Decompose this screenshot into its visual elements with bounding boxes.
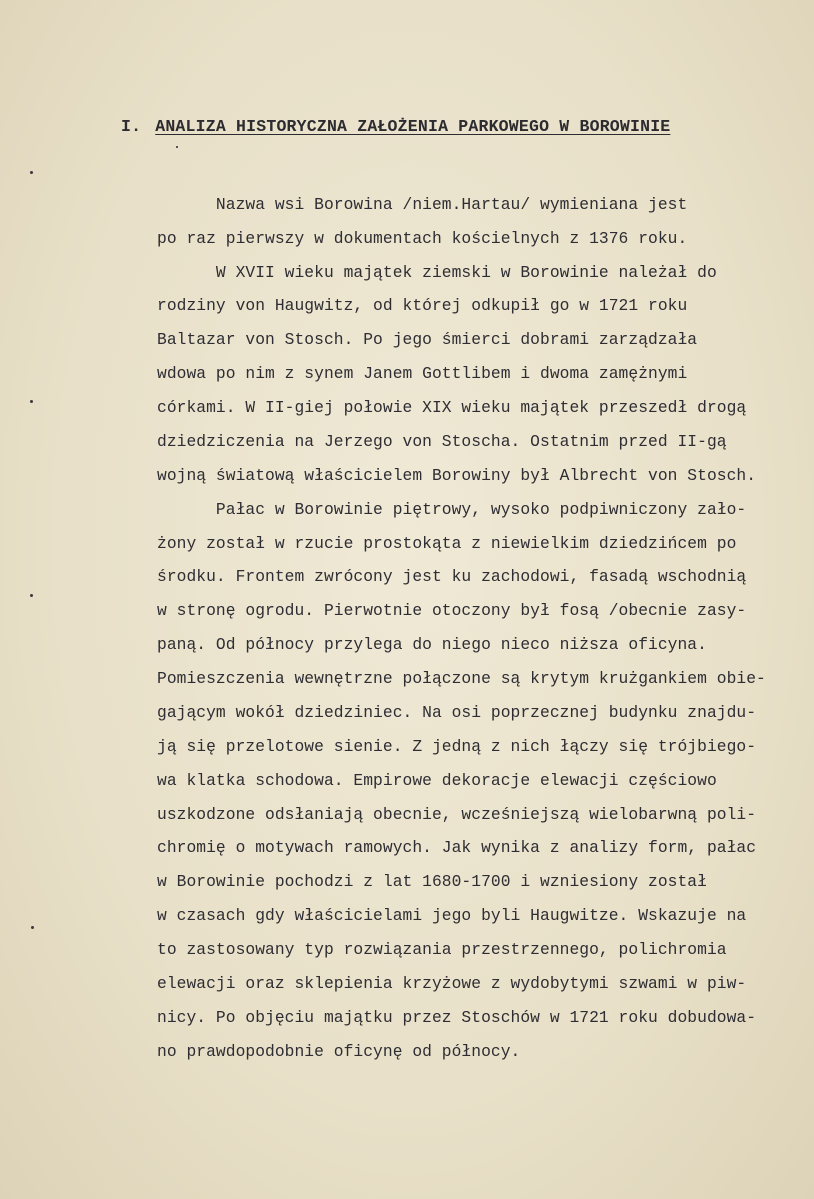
text-line: gającym wokół dziedziniec. Na osi poprzecznej budynku znajdu- (157, 703, 757, 722)
text-line: uszkodzone odsłaniają obecnie, wcześniejszą wielobarwną poli- (157, 805, 757, 824)
text-line: paną. Od północy przylega do niego nieco niższa oficyna. (157, 635, 707, 654)
binding-hole-mark (30, 594, 33, 597)
text-line: chromię o motywach ramowych. Jak wynika z analizy form, pałac (157, 838, 757, 857)
text-line: ją się przelotowe sienie. Z jedną z nich łączy się trójbiego- (157, 737, 757, 756)
text-line: w Borowinie pochodzi z lat 1680-1700 i wzniesiony został (157, 872, 707, 891)
text-line: Pomieszczenia wewnętrzne połączone są krytym krużgankiem obie- (157, 669, 766, 688)
section-title: ANALIZA HISTORYCZNA ZAŁOŻENIA PARKOWEGO W BOROWINIE (155, 117, 671, 136)
text-line: córkami. W II-giej połowie XIX wieku majątek przeszedł drogą (157, 398, 747, 417)
text-line: rodziny von Haugwitz, od której odkupił go w 1721 roku (157, 296, 688, 315)
text-line: W XVII wieku majątek ziemski w Borowinie należał do (157, 263, 717, 282)
text-line: wa klatka schodowa. Empirowe dekoracje elewacji częściowo (157, 771, 717, 790)
binding-hole-mark (30, 171, 33, 174)
text-line: Baltazar von Stosch. Po jego śmierci dobrami zarządzała (157, 330, 698, 349)
section-heading (121, 117, 670, 136)
text-line: nicy. Po objęciu majątku przez Stoschów w 1721 roku dobudowa- (157, 1008, 757, 1027)
text-line: Pałac w Borowinie piętrowy, wysoko podpiwniczony zało- (157, 500, 747, 519)
binding-hole-mark (30, 400, 33, 403)
text-line: w czasach gdy właścicielami jego byli Haugwitze. Wskazuje na (157, 906, 747, 925)
text-line: w stronę ogrodu. Pierwotnie otoczony był fosą /obecnie zasy- (157, 601, 747, 620)
text-line: wojną światową właścicielem Borowiny był Albrecht von Stosch. (157, 466, 757, 485)
text-line: dziedziczenia na Jerzego von Stoscha. Ostatnim przed II-gą (157, 432, 727, 451)
text-line: elewacji oraz sklepienia krzyżowe z wydobytymi szwami w piw- (157, 974, 747, 993)
text-line: Nazwa wsi Borowina /niem.Hartau/ wymieniana jest (157, 195, 688, 214)
binding-hole-mark (31, 926, 34, 929)
text-line: żony został w rzucie prostokąta z niewielkim dziedzińcem po (157, 534, 737, 553)
section-number: I. (121, 117, 142, 136)
text-line: po raz pierwszy w dokumentach kościelnych z 1376 roku. (157, 229, 688, 248)
text-line: to zastosowany typ rozwiązania przestrzennego, polichromia (157, 940, 727, 959)
text-line: wdowa po nim z synem Janem Gottlibem i dwoma zamężnymi (157, 364, 688, 383)
text-line: środku. Frontem zwrócony jest ku zachodowi, fasadą wschodnią (157, 567, 747, 586)
margin-mark (176, 146, 178, 148)
text-line: no prawdopodobnie oficynę od północy. (157, 1042, 521, 1061)
